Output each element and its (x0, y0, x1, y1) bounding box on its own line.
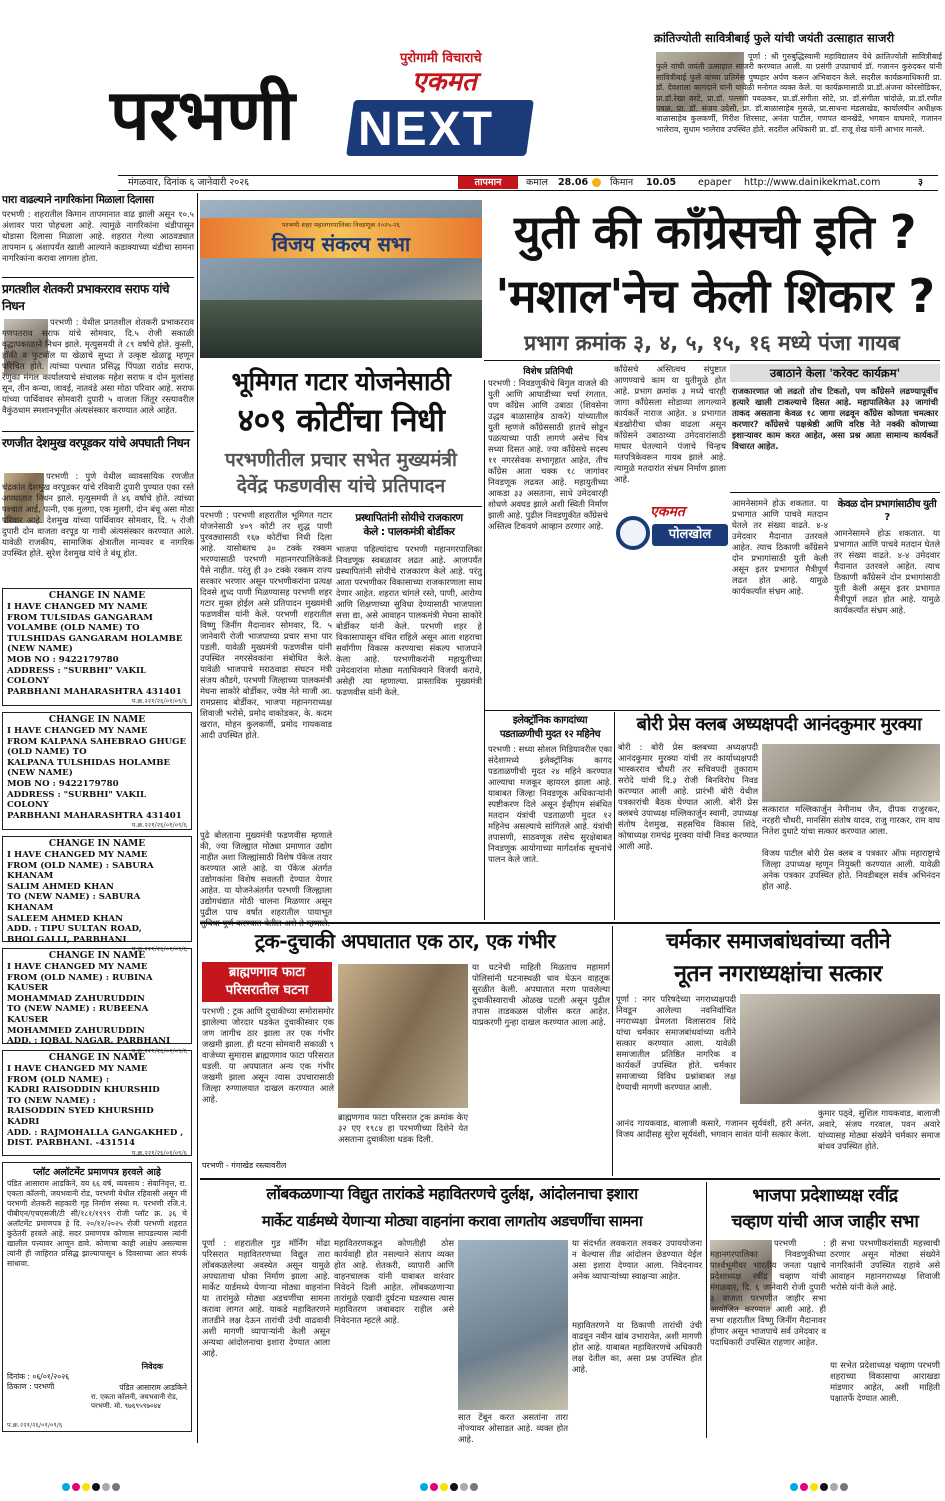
ad3-line: SALIM AHMED KHAN (7, 881, 114, 892)
ad3-line: I HAVE CHANGED MY NAME (7, 850, 148, 860)
yuti-box-body: राजकारणात जो लढतो तोच टिकतो, पण काँग्रेसने लढण्यापूर्वीच हत्यारे खाली टाकल्याचे दिसत आहे. महापालिकेत ३३ जागांची ताकद असताना केवळ १८ जागा लढवून काँग्रेस कोणता चमत्कार करणार? काँग्रेसचे पक्षश्रेष्ठी आणि वरिष्ठ नेते नक्की कोणाच्या इशाऱ्यावर काम करत आहेत, असा प्रश्न आता सामान्य कार्यकर्ते विचारत आहेत. (732, 386, 938, 451)
yuti-headline-2: 'मशाल'नेच केली शिकार ? (495, 269, 935, 323)
lost-name: पंडित आसाराम आडकिने (119, 1383, 187, 1392)
name-change-ad-2 (2, 712, 192, 830)
truck-label-2: परिसरातील घटना (225, 983, 309, 998)
ad3-code: प.क्र.२२१/२६/०१/०९/६ (131, 945, 187, 954)
a3-body: परभणी : पुणे येथील व्यावसायिक रणजीत चंद्रकांत देशमुख वरपूडकर यांचे रविवारी दुपारी पुण्यात एका रस्ते अपघातात निधन झाले. मृत्युसमयी ते ४६ वर्षाचे होते. त्यांच्या पश्चात आई, पत्नी, एक मुलगा, एक मुलगी, दोन बंधू असा मोठा परिवार आहे. देशमुख यांच्या पार्थिवावर सोमवार, दि. ५ रोजी दुपारी दोन वाजता वरपूड या गावी अंत्यसंस्कार करण्यात आले. यावेळी राजकीय, सामाजिक क्षेत्रातील मान्यवर व नागरिक उपस्थित होते. सुरेश देशमुख यांचे ते बंधू होत. (2, 471, 194, 558)
lower-photo (458, 1240, 568, 1410)
rally-photo (200, 200, 482, 358)
lower-body-3: या संदर्भात लवकरात लवकर उपाययोजना न केल्यास तीव्र आंदोलन छेडण्यात येईल असा इशारा देण्यात आला. निवेदनावर अनेक व्यापाऱ्यांच्या स्वाक्षऱ्या आहेत. (572, 1238, 702, 1281)
ad1-line: I HAVE CHANGED MY NAME (7, 602, 148, 612)
lower-headline-2: मार्केट यार्डमध्ये येणाऱ्या मोठ्या वाहनांना करावा लागतोय अडचणींचा सामना (261, 1213, 643, 1230)
ad1-line: MOB NO : 9422179780 (7, 654, 119, 665)
ad1-line: TULSHIDAS GANGARAM HOLAMBE (7, 633, 183, 644)
ad3-heading: CHANGE IN NAME (48, 839, 146, 849)
ad2-line: MOB NO : 9422179780 (7, 778, 119, 789)
a1-headline: पारा वाढल्याने नागरिकांना मिळाला दिलासा (2, 194, 154, 206)
max-label: कमाल (526, 177, 548, 188)
epaper-label: epaper (698, 177, 732, 188)
truck-photo (338, 964, 468, 1108)
ad5-line: DIST. PARBHANI. -431514 (7, 1138, 135, 1149)
ad2-heading: CHANGE IN NAME (48, 715, 146, 725)
yuti-body-2: काँग्रेसचे अस्तित्वच संपुष्टात आणण्याचे काम या युतीमुळे होत आहे. प्रभाग क्रमांक ३ मध्ये चारही जागा काँग्रेसला सोडाव्या लागल्याने कार्यकर्ते नाराज आहेत. ४ प्रभागात बंडखोरीचा धोका वाढला असून काँग्रेसने उबाठाच्या उमेदवारांसाठी माघार घेतल्याने पंजाचे चिन्हच मतपत्रिकेवरून गायब झाले आहे. त्यामुळे मतदारांत संभ्रम निर्माण झाला आहे. (614, 364, 726, 484)
temp-label: तापमान (458, 176, 518, 189)
truck-byline: परभणी - गंगाखेड रस्त्यावरील (202, 1161, 287, 1170)
lost-body: पंडित आसाराम आडकिने, वय ६६ वर्ष, व्यवसाय : सेवानिवृत्त, रा. एकता कॉलनी, जयभवानी रोड, परभणी येथील रहिवासी असून मी परभणी शेतकरी सहकारी गृह निर्माण संस्था म. परभणी रजि.नं. पीबीएन/एचएसजी/टी सी/१८१/१९९९ रोजी प्लॉट क्र. ३६ चे अलॉटमेंट प्रमाणपत्र हे दि. २०/१२/२०२५ रोजी परभणी शहरात कुठेतरी हरवले आहे. सदर प्रमाणपत्र कोणास सापडल्यास त्यांनी खालील पत्त्यावर आणून द्यावे. कोणाचा काही आक्षेप असल्यास त्यांनी ही जाहिरात प्रसिद्ध झाल्यापासून ७ दिवसाच्या आत संपर्क साधावा. (7, 1179, 187, 1268)
bjp-headline-2: चव्हाण यांची आज जाहीर सभा (731, 1212, 919, 1232)
yuti-side-head: केवळ दोन प्रभागांसाठीच युती ? (837, 499, 937, 523)
yuti-byline: विशेष प्रतिनिधी (523, 367, 573, 377)
a2-body: परभणी : येथील प्रगतशील शेतकरी प्रभाकरराव गणपतराव सराफ यांचे सोमवार, दि.५ रोजी सकाळी वृद्धापकाळाने निधन झाले. मृत्युसमयी ते ८९ वर्षाचे होते. कुस्ती, हॉकी व फुटबॉल या खेळाचे सुध्दा ते उत्कृष्ट खेळाडू म्हणून परिचित होते. त्यांच्या पश्चात प्रसिद्ध पिंपळा राठोड सराफ, रेणुका मंगल कार्यालयाचे संचालक महेश सराफ व दोन मुलांसह सून, तीन कन्या, जावई, नातवंडे असा मोठा परिवार आहे. सराफ यांच्या पार्थिवावर सोमवारी दुपारी ५ वाजता जिंतूर रस्त्यावरील वैकुंठधाम स्मशानभूमीत अंत्यसंस्कार करण्यात आले आहेत. (2, 317, 194, 415)
dhansatta-headline-1: प्रस्थापितांनी सोयीचे राजकारण (355, 512, 463, 524)
bhumigat-body-2: पुढे बोलताना मुख्यमंत्री फडणवीस म्हणाले की, ज्या जिल्ह्यात मोठ्या प्रमाणात उद्योग नाहीत अशा जिल्ह्यांसाठी विशेष पॅकेज तयार करण्यात आले आहे. या पॅकेज अंतर्गत उद्योगकांना विशेष सवलती देण्यात येणार आहेत. या योजनेअंतर्गत परभणी जिल्ह्याला उद्योगधंद्यात मोठी चालना मिळणार असून पुढील पाच वर्षात शहरातील पायाभूत (200, 830, 332, 917)
yuti-sub: प्रभाग क्रमांक ३, ४, ५, १५, १६ मध्ये पंजा गायब (524, 331, 900, 355)
ad2-line: FROM KALPANA SAHEBRAO GHUGE (7, 736, 187, 747)
lost-sig-label: निवेदक (141, 1362, 163, 1371)
page-number: ३ (918, 177, 923, 188)
ad5-line: I HAVE CHANGED MY NAME (7, 1064, 148, 1074)
ad2-line: PARBHANI MAHARASHTRA 431401 (7, 810, 182, 821)
lower-body-4: महावितरणने या ठिकाणी तारांची उंची वाढवून नवीन खांब उभारावेत, अशी मागणी होत आहे. याबाबत महावितरणचे अधिकारी लक्ष देतील का, असा प्रश्न उपस्थित होत आहे. (572, 1320, 702, 1374)
charmakar-body-2: कुमार पठ्वे, सुशिल गायकवाड, बालाजी अवारे, संजय गरवाल, पवन अवारे यांच्यासह मोठ्या संख्येने चर्मकार समाज बांधव उपस्थित होते. (818, 1108, 940, 1151)
bhumigat-headline-2: ४०९ कोटींचा निधी (237, 401, 445, 439)
bori-photo (762, 744, 940, 802)
bori-body: बोरी : बोरी प्रेस क्लबच्या अध्यक्षपदी आनंदकुमार मुरक्या यांची तर कार्याध्यक्षपदी भास्करराव चौधरी तर सचिवपदी तुकाराम सरोदे यांची दि.३ रोजी बिनविरोध निवड करण्यात आली आहे. प्रारंभी बोरी येथील पत्रकारांची बैठक घेण्यात आली. बोरी प्रेस क्लबचे उपाध्यक्ष मल्लिकार्जुन स्वामी, उपाध्यक्ष संतोष देशमुख, सहसचिव विकास शिंदे, कोषाध्यक्ष रामचंद्र मुरक्या यांची निवड करण्यात आली आहे. (618, 742, 758, 851)
ad3-line: SALEEM AHMED KHAN (7, 913, 123, 924)
bjp-headline-1: भाजपा प्रदेशाध्यक्ष रवींद्र (752, 1186, 898, 1206)
evm-headline-1: इलेक्ट्रॉनिक कागदांच्या (512, 715, 588, 726)
lost-date: दिनांक : ०६/०१/२०२६ (7, 1372, 70, 1381)
rally-subbanner: परभणी शहर महानगरपालिका निवडणूक २०२५-२६ (282, 221, 400, 229)
polkhol-label: पोलखोल (652, 524, 728, 546)
masthead-tagline: पुरोगामी विचाराचे (400, 51, 482, 66)
ad1-heading: CHANGE IN NAME (48, 591, 146, 601)
truck-caption: ब्राह्मणगाव फाटा परिसरात ट्रक क्रमांक केए ३२ एए १९८४ हा परभणीच्या दिशेने येत असताना दुचाकीला धडक दिली. (338, 1112, 468, 1144)
ad3-line: FROM (OLD NAME) : SABURA KHANAM (7, 860, 154, 882)
topstory (632, 0, 945, 170)
lower-caption: सात टेंबून करत असतांना तारा नोज्यावर ओसाडत आहे. व्यक्त होत आहे. (458, 1412, 568, 1444)
masthead-brand: एकमत (412, 67, 477, 97)
lost-heading: प्लॉट अलॉटमेंट प्रमाणपत्र हरवले आहे (33, 1167, 161, 1178)
bhumigat-headline-1: भूमिगत गटार योजनेसाठी (231, 367, 451, 396)
ad4-heading: CHANGE IN NAME (48, 951, 146, 961)
ad1-line: PARBHANI MAHARASHTRA 431401 (7, 686, 182, 697)
registration-marks-center (420, 1476, 540, 1488)
charmakar-headline-2: नूतन नगराध्यक्षांचा सत्कार (674, 961, 882, 987)
ad4-line: I HAVE CHANGED MY NAME (7, 962, 148, 972)
polkhol-logo (612, 500, 732, 558)
min-label: किमान (610, 177, 634, 188)
charmakar-headline-1: चर्मकार समाजबांधवांच्या वतीने (665, 929, 891, 953)
lost-place: ठिकाण : परभणी (7, 1382, 55, 1391)
a1-body: परभणी : शहरातील किमान तापमानात वाढ झाली असून १०.५ अंशावर पारा पोहचला आहे. त्यामुळे नागरिकांना थंडीपासून थोडासा दिलासा मिळाला आहे. शहरात गेल्या आठवड्यात तापमान ६ अंशापर्यंत खाली आल्याने कडाक्याच्या थंडीचा सामना नागरिकांना करावा लागला होता. (2, 209, 194, 263)
truck-body-2: या घटनेची माहिती मिळताच महामार्ग पोलिसांनी घटनास्थळी धाव घेऊन वाहतूक सुरळीत केली. अपघातात मरण पावलेल्या दुचाकीस्वाराची ओळख पटली असून पुढील तपास ताडकळस पोलीस करत आहेत. याप्रकरणी गुन्हा दाखल करण्यात आला आहे. (472, 962, 610, 1027)
ad5-line: TO (NEW NAME) : (7, 1095, 96, 1106)
evm-body: परभणी : सध्या सोशल मिडियावरील एका संदेशामध्ये इलेक्ट्रॉनिक कागद पडताळणीची मुदत २४ महिने करण्यात आल्याचा मजकूर व्हायरल झाला आहे. याबाबत जिल्हा निवडणूक अधिकाऱ्यांनी स्पष्टीकरण दिले असून ईव्हीएम संबंधित मतदान यंत्रांची पडताळणी मुदत १२ महिनेच असल्याचे सांगितले आहे. यंत्रांची तपासणी, साठवणूक तसेच सुरक्षेबाबत निवडणूक आयोगाच्या मार्गदर्शक सूचनांचे पालन केले जाते. (488, 744, 612, 864)
ad5-line: FROM (OLD NAME) : (7, 1074, 110, 1085)
ad4-line: FROM (OLD NAME) : RUBINA KAUSER (7, 972, 153, 994)
ad5-line: RAISODDIN SYED KHURSHID KADRI (7, 1106, 154, 1127)
registration-marks-right (790, 1476, 910, 1488)
ad2-line: (NEW NAME) (7, 768, 73, 779)
sun-icon (592, 178, 601, 187)
bjp-body: परभणी : महानगरपालिका निवडणुकीच्या पार्श्वभूमीवर भारतीय जनता पक्षाचे प्रदेशाध्यक्ष रवींद्र चव्हाण यांची मंगळवार, दि. ६ जानेवारी रोजी दुपारी ३ वाजता परभणीत जाहीर सभा आयोजित करण्यात आली आहे. ही सभा शहरातील विष्णु जिनींग मैदानावर होणार असून भाजपाचे सर्व उमेदवार व पदाधिकारी उपस्थित राहणार आहेत. (710, 1238, 826, 1347)
lost-address: रा. एकता कॉलनी, जयभवानी रोड, परभणी. मो. ९७६९५९७०४४ (91, 1393, 178, 1410)
rally-stage (200, 300, 482, 358)
name-change-ad-1 (2, 588, 192, 706)
ad1-line: ADDRESS : "SURBHI" VAKIL COLONY (7, 665, 147, 687)
magnifier-icon (616, 516, 650, 550)
bjp-body-3: या सभेत प्रदेशाध्यक्ष चव्हाण परभणी शहराच्या विकासाचा आराखडा मांडणार आहेत, अशी माहिती पक्षातर्फे देण्यात आली. (830, 1360, 940, 1403)
ad5-code: प.क्र.२२१/२६/०१/०९/६ (131, 1148, 187, 1157)
yuti-headline-1: युती की काँग्रेसची इति ? (514, 205, 916, 259)
charmakar-photo (740, 994, 940, 1104)
yuti-side-body: आमनेसामने होऊ शकतात. या प्रभागात आणि पाचवे मतदान घेतले तर संख्या वाढते. ४-४ उमेदवार मैदानात उतरवले आहेत. त्याच ठिकाणी काँग्रेसने दोन प्रभागांसाठी युती केली असून इतर प्रभागात मैत्रीपूर्ण लढत होत आहे. यामुळे कार्यकर्त्यांत संभ्रम आहे. (732, 498, 828, 596)
bori-body-2: विजय पाटील बोरी प्रेस क्लब व पत्रकार ऑफ महाराष्ट्राचे जिल्हा उपाध्यक्ष म्हणून नियुक्ती करण्यात आली. यावेळी अनेक पत्रकार उपस्थित होते. निवडीबद्दल सर्वत्र अभिनंदन होत आहे. (762, 848, 940, 891)
masthead (0, 0, 630, 170)
a3-headline: रणजीत देशमुख वरपूडकर यांचे अपघाती निधन (2, 436, 190, 450)
name-change-ad-3 (2, 836, 192, 954)
masthead-title: परभणी (110, 74, 295, 156)
epaper-url[interactable]: http://www.dainikekmat.com (744, 177, 881, 188)
ad2-code: प.क्र.२२१/२६/०१/०९/६ (131, 821, 187, 830)
dhansatta-body: भाजपा पहिल्यांदाच परभणी महानगरपालिका निवडणूक स्वबळावर लढत आहे. आजपर्यंत प्रस्थापितांनी सोयीचे राजकारण केले आहे. परंतु आता परभणीकर विकासाच्या राजकारणाला साथ देणार आहेत. शहरात चांगले रस्ते, पाणी, आरोग्य आणि शिक्षणाच्या सुविधा देण्यासाठी भाजपाला सत्ता द्या, असे आवाहन पालकमंत्री मेघना साकोरे बोर्डीकर यांनी केले. परभणी शहर हे विकासापासून वंचित राहिले असून आता शहराचा सर्वांगीण विकास करण्याचा संकल्प भाजपाने केला आहे. परभणीकरांनी महायुतीच्या उमेदवारांना मोठ्या मताधिक्याने विजयी करावे, असेही त्या म्हणाल्या. प्रास्ताविक मुख्यमंत्री फडणवीस यांनी केले. (336, 544, 482, 697)
masthead-next: NEXT (358, 103, 495, 156)
truck-label-1: ब्राह्मणगाव फाटा (228, 965, 306, 980)
ad3-line: BHOI GALLI, PARBHANI (7, 934, 127, 945)
ad4-code: प.क्र.२२१/२६/०१/०९/६ (131, 1046, 187, 1055)
yuti-body: परभणी : निवडणुकीचे बिगुल वाजले की युती आणि आघाडीच्या चर्चा रंगतात. पण काँग्रेस आणि उबाठा (शिवसेना उद्धव बाळासाहेब ठाकरे) यांच्यातील युती म्हणजे काँग्रेससाठी हातचे सोडून पळत्याच्या पाठी लागणे असेच चित्र सध्या दिसत आहे. ज्या काँग्रेसचे सदस्य ११ नगरसेवक सभागृहात आहेत, तीच काँग्रेस आता चक्क १८ जागांवर निवडणूक लढवत आहे. महायुतीच्या आकडा ३३ असताना, साधे उमेदवारही शोधणे अवघड झाले अशी स्थिती निर्माण झाली आहे. पुढील निवडणुकीत काँग्रेसचे अस्तित्व टिकवणे आव्हान ठरणार आहे. (488, 378, 608, 531)
yuti-box-head: उबाठाने केला 'करेक्ट कार्यक्रम' (730, 364, 940, 382)
datebar (118, 175, 938, 191)
truck-body: परभणी : ट्रक आणि दुचाकीच्या समोरासमोर झालेल्या जोरदार धडकेत दुचाकीस्वार एक जण जागीच ठार झाला तर एक गंभीर जखमी झाला. ही घटना सोमवारी सकाळी ९ वाजेच्या सुमारास ब्राह्मणगाव फाटा परिसरात घडली. या अपघातात अन्य एक गंभीर जखमी झाला असून त्यास उपचारासाठी जिल्हा रुग्णालयात दाखल करण्यात आले आहे. (202, 1006, 334, 1104)
charmakar-caption: आनंद गायकवाड, बालाजी कसारे, गजानन सूर्यवंशी, हरी अनंत, विजय आदीसह सुरेश सूर्यवंशी, भगवान सावंत यांनी सत्कार केला. (616, 1118, 814, 1139)
bjp-body-2: ही सभा परभणीकरांसाठी महत्त्वाची ठरणार असून मोठ्या संख्येने नागरिकांनी उपस्थित राहावे असे आवाहन महानगराध्यक्ष शिवाजी भरोसे यांनी केले आहे. (830, 1238, 940, 1292)
ad5-line: ADD. : RAJMOHALLA GANGAKHED , (7, 1127, 184, 1138)
ad2-line: I HAVE CHANGED MY NAME (7, 726, 148, 736)
ad4-line: TO (NEW NAME) : RUBEENA KAUSER (7, 1004, 149, 1025)
topstory-body: पूर्णा : श्री गुरुबुद्धिस्वामी महाविद्यालय येथे क्रांतिज्योती सावित्रीबाई फुले यांची जयंती उत्साहात साजरी करण्यात आली. या प्रसंगी उपप्राचार्य डॉ. गजानन कुरुंदकर यांनी सावित्रीबाई फुले यांच्या प्रतिमेस पुष्पहार अर्पण करून अभिवादन केले. सदरील कार्यक्रमाधिकारी प्रा. डॉ. देवशाला कागदाने यांनी यावेळी मनोगत व्यक्त केले. या कार्यक्रमासाठी प्रा.डॉ.अंजना कोरसोडिकर, प्रा.डॉ.रेखा वरटे, प्रा.डॉ. पल्लवी पवळकर, प्रा.डॉ.संगीता सोटे, प्रा. डॉ.संगीता चांदोळे, प्रा.डॉ.रणीत पवळ, प्रा. डॉ. संजय उदेसी, प्रा. डॉ.बाळासाहेब मुसळे, प्रा.साधना मंडलाखेड, कार्यालयीन अधीक्षक बाळासाहेब कुलकर्णी, गिरीश शिरसाट, अनंता पाटील, गणपत वानखेडे, भगवान वाघमारे, गजानन भालेराव, सुधाम भालेराव उपस्थित होते. सदरील अधिकारी प्रा. डॉ. राजू शेख यांनी आभार मानले. (656, 52, 942, 134)
lower-headline-1: लोंबकळणाऱ्या विद्युत तारांकडे महावितरणचे दुर्लक्ष, आंदोलनाचा इशारा (266, 1185, 638, 1203)
truck-headline: ट्रक-दुचाकी अपघातात एक ठार, एक गंभीर (254, 929, 556, 953)
dhansatta-headline-2: केले : पालकमंत्री बोर्डीकर (363, 526, 455, 538)
ad1-line: (NEW NAME) (7, 644, 73, 655)
ad5-line: KADRI RAISODDIN KHURSHID (7, 1085, 160, 1096)
name-change-ad-5 (2, 1050, 192, 1156)
bori-caption: सत्कारात मल्लिकार्जुन नेमीनाथ जैन, दीपक राजुरकर, नरहरी चौधरी, मानसिंग संतोष यादव, राजु गारकर, राम वाघ नितेश दुधाटे यांचा सत्कार करण्यात आला. (762, 804, 940, 836)
ad2-line: ADDRESS : "SURBHI" VAKIL COLONY (7, 789, 147, 811)
ad4-line: ADD. : IQBAL NAGAR, PARBHANI (7, 1036, 171, 1047)
a2-headline: प्रगतशील शेतकरी प्रभाकरराव सराफ यांचे निधन (2, 282, 170, 313)
polkhol-brand: एकमत (650, 504, 685, 520)
ad1-line: FROM TULSIDAS GANGARAM (7, 612, 153, 623)
lost-notice (2, 1162, 192, 1432)
bhumigat-sub-2: देवेंद्र फडणवीस यांचे प्रतिपादन (236, 475, 446, 497)
lower-body: पूर्णा : शहरातील गुड मॉर्निंग मोंढा परिसरात महावितरणच्या विद्युत तारा लोंबकळलेल्या अवस्थेत असून यामुळे अपघाताचा धोका निर्माण झाला आहे. मार्केट यार्डमध्ये येणाऱ्या मोठ्या वाहनांना या तारांमुळे मोठ्या अडचणींचा सामना करावा लागत आहे. याकडे महावितरणने तातडीने लक्ष देऊन तारांची उंची वाढवावी अशी मागणी व्यापाऱ्यांनी केली असून अन्यथा आंदोलनाचा इशारा देण्यात आला आहे. (202, 1238, 330, 1358)
registration-marks-left (62, 1476, 182, 1488)
charmakar-body: पूर्णा : नगर परिषदेच्या नगराध्यक्षपदी निवडून आलेल्या नवनिर्वाचित नगराध्यक्षा प्रेमलता विलासराव शिंदे यांचा चर्मकार समाजबांधवांच्या वतीने सत्कार करण्यात आला. यावेळी समाजातील प्रतिष्ठित नागरिक व कार्यकर्ते उपस्थित होते. चर्मकार समाजाच्या विविध प्रश्नांबाबत लक्ष देण्याची मागणी करण्यात आली. (616, 994, 736, 1092)
ad3-line: ADD. : TIPU SULTAN ROAD, (7, 924, 142, 935)
ad3-line: TO (NEW NAME) : SABURA KHANAM (7, 892, 141, 913)
yuti-side-body-2: आमनेसामने होऊ शकतात. या प्रभागात आणि पाचवे मतदान घेतले तर संख्या वाढते. ४-४ उमेदवार मैदानात उतरवले आहेत. त्याच ठिकाणी काँग्रेसने दोन प्रभागांसाठी युती केली असून इतर प्रभागात मैत्रीपूर्ण लढत होत आहे. यामुळे कार्यकर्त्यांत संभ्रम आहे. (834, 528, 940, 615)
lost-code: प.क्र.२२१/२६/०१/०९/६ (7, 1421, 63, 1429)
name-change-ad-4 (2, 948, 192, 1055)
issue-date: मंगळवार, दिनांक ६ जानेवारी २०२६ (128, 177, 250, 188)
ad2-line: KALPANA TULSHIDAS HOLAMBE (7, 757, 171, 768)
bhumigat-sub-1: परभणीतील प्रचार सभेत मुख्यमंत्री (225, 449, 457, 471)
ad5-heading: CHANGE IN NAME (48, 1053, 146, 1063)
rally-banner: विजय संकल्प सभा (271, 232, 411, 256)
ad1-line: VOLAMBE (OLD NAME) TO (7, 623, 140, 634)
ad1-code: प.क्र.२२१/२६/०१/०९/६ (131, 697, 187, 706)
bori-headline: बोरी प्रेस क्लब अध्यक्षपदी आनंदकुमार मुरक्या (636, 714, 922, 735)
max-temp: 28.06 (558, 177, 589, 188)
ad4-line: MOHAMMED ZAHURUDDIN (7, 1025, 145, 1036)
min-temp: 10.05 (646, 177, 677, 188)
topstory-headline: क्रांतिज्योती सावित्रीबाई फुले यांची जयंती उत्साहात साजरी (654, 31, 895, 45)
ad2-line: (OLD NAME) TO (7, 747, 87, 758)
evm-headline-2: पडताळणीची मुदत १२ महिनेच (499, 729, 601, 740)
ad4-line: MOHAMMAD ZAHURUDDIN (7, 993, 145, 1004)
bhumigat-body-1: परभणी : परभणी शहरातील भूमिगत गटार योजनेसाठी ४०९ कोटी तर शुद्ध पाणी पुरवठ्यासाठी १६७ कोटींचा निधी दिला आहे. यासोबतच ३० टक्के रक्कम भरण्यासाठी परभणी महानगरपालिकेकडे पैसे नाहीत. परंतु ही ३० टक्के रक्कम राज्य सरकार भरणार असून परभणीकरांना प्रत्यक्ष दिवसे शुध्द पाणी मिळण्यासह परभणी शहर गटार मुक्त होईल असे प्रतिपादन मुख्यमंत्री फडणवीस यांनी केले. परभणी शहरातील विष्णु जिनींग मैदानावर सोमवार, दि. ५ जानेवारी रोजी भाजपाच्या प्रचार सभा पार पडली. यावेळी मुख्यमंत्री फडणवीस यांनी उपस्थित नगरसेवकांना संबोधित केले. यावेळी भाजपाचे मराठवाडा संघटन मंत्री संजय कौडगे, परभणी जिल्हाच्या पालकमंत्री मेघना साकोरे बोर्डीकर, ज्येष्ठ नेते माजी आ. रामप्रसाद बोर्डीकर, भाजपा महानगराध्यक्ष शिवाजी भरोसे, प्रमोद वाकोडकर, के. कदम खरात, मोहन कुलकर्णी, प्रमोद गायकवाड आदी उपस्थित होते. (200, 510, 332, 740)
lower-body-2: महावितरणकडून कोणतीही ठोस कार्यवाही होत नसल्याने संताप व्यक्त होत आहे. शेतकरी, व्यापारी आणि वाहनचालक यांनी याबाबत वारंवार निवेदने दिली आहेत. लोंबकळणाऱ्या तारांमुळे एखादी दुर्घटना घडल्यास त्यास महावितरण जबाबदार राहील असे निवेदनात म्हटले आहे. (334, 1238, 454, 1325)
